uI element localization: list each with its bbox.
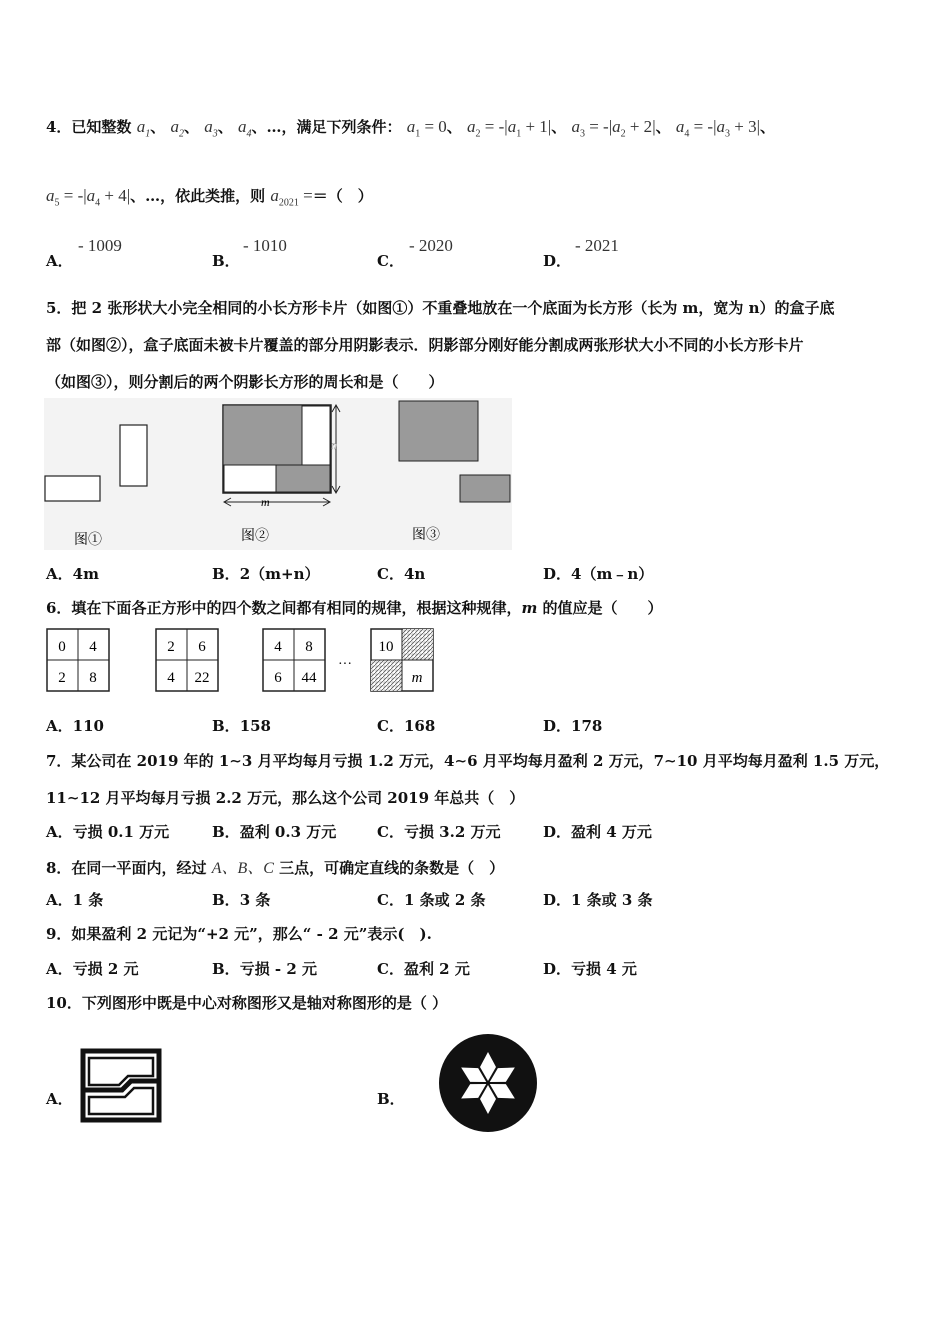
q5-option-c[interactable]: C．4n: [377, 565, 426, 583]
q4-option-b[interactable]: B．: [212, 252, 240, 270]
fig3-shaded-large: [399, 401, 478, 461]
sq2-tr: 6: [198, 639, 206, 655]
q5-line3: （如图③），则分割后的两个阴影长方形的周长和是（ ）: [46, 373, 444, 391]
fig2-shaded-small: [276, 465, 330, 492]
q10-option-a[interactable]: A．: [46, 1090, 73, 1108]
a2-term: $a_2$: [170, 117, 184, 140]
q4-line2: $a_5 = -|a_4 + 4|$、…，依此类推，则 $a_{2021}$ =＝（ ）: [46, 186, 373, 209]
fig2-label: 图②: [241, 529, 269, 544]
q4-option-a-value: - 1009: [78, 236, 122, 255]
q10-option-b[interactable]: B．: [377, 1090, 405, 1108]
fig2-card-vertical: [302, 406, 330, 465]
q10-figure-a[interactable]: [80, 1048, 164, 1124]
q4-option-c[interactable]: C．: [377, 252, 404, 270]
sq4-br: m: [411, 670, 423, 686]
condition-a2: $a_2 = -|a_1 + 1|$: [467, 117, 552, 140]
fig2-shaded-large: [224, 406, 302, 465]
q10-figure-b[interactable]: [436, 1031, 540, 1135]
q8-option-b[interactable]: B．3 条: [212, 891, 271, 909]
q4-line1: 4．已知整数 $a_1$、 $a_2$、 $a_3$、 $a_4$、…，满足下列条件： $a_1 = 0$、 $a_2 = -|a_1 + 1|$、 $a_3 = -|a_2 + 2|$、 $a_4 = -|a_3 + 3|$、: [46, 117, 776, 140]
q8-question: 8．在同一平面内，经过 A、B、C 三点，可确定直线的条数是（ ）: [46, 859, 505, 877]
q6-option-a[interactable]: A．110: [46, 717, 104, 735]
q7-line1: 7．某公司在 2019 年的 1∼3 月平均每月亏损 1.2 万元，4∼6 月平均每月盈利 2 万元，7∼10 月平均每月盈利 1.5 万元，: [46, 752, 890, 770]
sq1-br: 8: [89, 670, 97, 686]
square-3: [263, 629, 325, 691]
a3-term: $a_3$: [204, 117, 218, 140]
square-1: [47, 629, 109, 691]
q6-option-d[interactable]: D．178: [543, 717, 603, 735]
q4-option-b-value: - 1010: [243, 236, 287, 255]
fig2-label-n: n: [331, 438, 337, 452]
sq2-bl: 4: [167, 670, 175, 686]
q7-option-b[interactable]: B．盈利 0.3 万元: [212, 823, 337, 841]
condition-a5: $a_5 = -|a_4 + 4|$: [46, 186, 131, 209]
q9-option-a[interactable]: A．亏损 2 元: [46, 960, 139, 978]
sq3-tr: 8: [305, 639, 313, 655]
q9-question: 9．如果盈利 2 元记为“+2 元”，那么“ - 2 元”表示( ).: [46, 925, 432, 943]
q5-line1: 5．把 2 张形状大小完全相同的小长方形卡片（如图①）不重叠地放在一个底面为长方形（长为 m，宽为 n）的盒子底: [46, 299, 835, 317]
q6-option-b[interactable]: B．158: [212, 717, 271, 735]
q7-option-c[interactable]: C．亏损 3.2 万元: [377, 823, 501, 841]
a2021-term: $a_{2021}$ =: [270, 186, 313, 209]
q5-line2: 部（如图②），盒子底面未被卡片覆盖的部分用阴影表示．阴影部分刚好能分割成两张形状大小不同的小长方形卡片: [46, 336, 804, 354]
q5-option-a[interactable]: A．4m: [46, 565, 99, 583]
q7-option-d[interactable]: D．盈利 4 万元: [543, 823, 652, 841]
fig1-label: 图①: [74, 533, 102, 548]
fig3-label: 图③: [412, 528, 440, 543]
sq2-tl: 2: [167, 639, 175, 655]
q5-option-b[interactable]: B．2（m+n）: [212, 565, 320, 583]
q5-option-d[interactable]: D．4（m﹣n）: [543, 565, 654, 583]
sq1-tr: 4: [89, 639, 97, 655]
ellipsis: ···: [338, 657, 352, 672]
q4-option-c-value: - 2020: [409, 236, 453, 255]
condition-a4: $a_4 = -|a_3 + 3|$: [675, 117, 760, 140]
q9-option-b[interactable]: B．亏损 - 2 元: [212, 960, 318, 978]
q8-option-c[interactable]: C．1 条或 2 条: [377, 891, 486, 909]
fig1-card-horizontal: [45, 476, 100, 501]
q10-question: 10．下列图形中既是中心对称图形又是轴对称图形的是（ ）: [46, 994, 448, 1012]
a4-term: $a_4$: [237, 117, 252, 140]
sq3-bl: 6: [274, 670, 282, 686]
q7-line2: 11∼12 月平均每月亏损 2.2 万元，那么这个公司 2019 年总共（ ）: [46, 789, 525, 807]
a1-term: $a_1$: [136, 117, 151, 140]
condition-a3: $a_3 = -|a_2 + 2|$: [571, 117, 656, 140]
fig3-shaded-small: [460, 475, 510, 502]
q9-option-d[interactable]: D．亏损 4 元: [543, 960, 637, 978]
q4-option-d[interactable]: D．: [543, 252, 572, 270]
fig2-card-horizontal: [224, 465, 276, 492]
square-2: [156, 629, 218, 691]
square-4: [371, 629, 433, 691]
condition-a1: $a_1 = 0$: [406, 117, 447, 140]
q5-figures: [44, 398, 514, 553]
q6-number-squares: [44, 626, 444, 696]
sq1-tl: 0: [58, 639, 66, 655]
sq1-bl: 2: [58, 670, 66, 686]
sq3-br: 44: [301, 670, 317, 686]
q8-option-a[interactable]: A．1 条: [46, 891, 104, 909]
sq2-br: 22: [194, 670, 210, 686]
q4-option-a[interactable]: A．: [46, 252, 73, 270]
q6-question: 6．填在下面各正方形中的四个数之间都有相同的规律，根据这种规律，m 的值应是（ ）: [46, 599, 663, 617]
fig2-label-m: m: [261, 495, 270, 509]
sq4-tl: 10: [378, 639, 394, 655]
q8-option-d[interactable]: D．1 条或 3 条: [543, 891, 653, 909]
sq3-tl: 4: [274, 639, 282, 655]
fig1-card-vertical: [120, 425, 147, 486]
q9-option-c[interactable]: C．盈利 2 元: [377, 960, 470, 978]
q6-option-c[interactable]: C．168: [377, 717, 436, 735]
q7-option-a[interactable]: A．亏损 0.1 万元: [46, 823, 170, 841]
q4-option-d-value: - 2021: [575, 236, 619, 255]
